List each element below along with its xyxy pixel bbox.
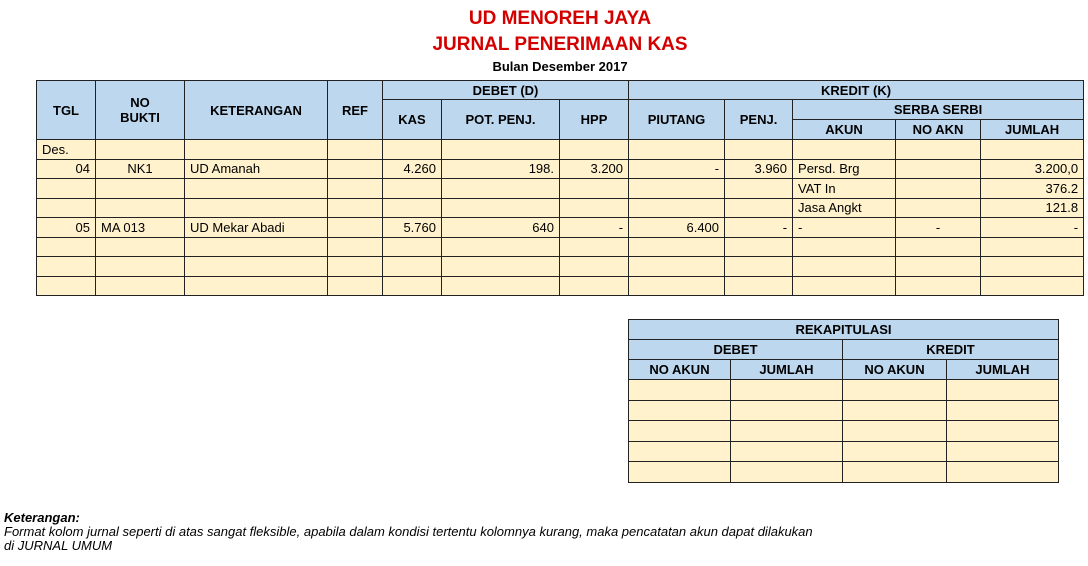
cell-tgl: 04 [37, 159, 96, 179]
col-tgl: TGL [37, 81, 96, 140]
cell-penj: - [725, 218, 793, 238]
cell-piutang: - [629, 159, 725, 179]
cell-penj [725, 198, 793, 218]
col-no-bukti: NO BUKTI [96, 81, 185, 140]
table-row [37, 179, 1084, 199]
table-row [37, 276, 1084, 296]
cell-keterangan [185, 276, 328, 296]
cell-no-akn [896, 198, 981, 218]
note-label: Keterangan: [4, 510, 80, 525]
cell-akun [793, 276, 896, 296]
rekap-kredit-no-akun: NO AKUN [843, 360, 947, 380]
cell-kas [383, 140, 442, 160]
cell-jumlah [981, 276, 1084, 296]
cell-ref [328, 179, 383, 199]
cell-no-bukti [96, 179, 185, 199]
cell-no-bukti [96, 237, 185, 257]
rekap-cell [947, 380, 1059, 401]
cell-jumlah: - [981, 218, 1084, 238]
rekap-cell [947, 421, 1059, 442]
cell-penj [725, 276, 793, 296]
group-serba-serbi: SERBA SERBI [793, 100, 1084, 120]
rekap-cell [843, 462, 947, 483]
cell-keterangan: UD Amanah [185, 159, 328, 179]
cell-no-bukti [96, 257, 185, 277]
cell-hpp: - [560, 218, 629, 238]
cell-pot-penj [442, 257, 560, 277]
cell-penj [725, 140, 793, 160]
cell-akun: VAT In [793, 179, 896, 199]
cell-hpp [560, 198, 629, 218]
rekap-cell [629, 421, 731, 442]
col-hpp: HPP [560, 100, 629, 140]
rekap-cell [629, 400, 731, 421]
rekap-row [629, 380, 1059, 401]
cell-pot-penj: 640 [442, 218, 560, 238]
rekap-cell [731, 400, 843, 421]
cell-tgl [37, 198, 96, 218]
cell-akun [793, 257, 896, 277]
col-akun: AKUN [793, 120, 896, 140]
cell-kas [383, 257, 442, 277]
cell-kas: 5.760 [383, 218, 442, 238]
rekap-cell [843, 380, 947, 401]
cell-akun: - [793, 218, 896, 238]
cell-pot-penj: 198. [442, 159, 560, 179]
rekap-kredit-jumlah: JUMLAH [947, 360, 1059, 380]
cell-piutang [629, 140, 725, 160]
cell-no-akn [896, 237, 981, 257]
note-line-1: Format kolom jurnal seperti di atas sangat fleksible, apabila dalam kondisi tertentu kolomnya kurang, maka pencatatan akun dapat dilakukan [4, 524, 813, 539]
cell-keterangan [185, 257, 328, 277]
cell-ref [328, 140, 383, 160]
cell-tgl [37, 276, 96, 296]
cell-piutang [629, 276, 725, 296]
rekap-row [629, 421, 1059, 442]
cell-ref [328, 276, 383, 296]
cell-jumlah: 376.2 [981, 179, 1084, 199]
cell-no-bukti: MA 013 [96, 218, 185, 238]
cell-no-bukti [96, 276, 185, 296]
cell-no-akn [896, 159, 981, 179]
cell-jumlah [981, 237, 1084, 257]
rekap-kredit: KREDIT [843, 340, 1059, 360]
group-debet: DEBET (D) [383, 81, 629, 100]
rekap-cell [731, 462, 843, 483]
rekap-cell [843, 421, 947, 442]
cell-no-akn: - [896, 218, 981, 238]
cell-ref [328, 198, 383, 218]
cell-akun: Jasa Angkt [793, 198, 896, 218]
cell-kas: 4.260 [383, 159, 442, 179]
cell-kas [383, 276, 442, 296]
cell-ref [328, 218, 383, 238]
cell-keterangan [185, 179, 328, 199]
cell-hpp [560, 237, 629, 257]
cell-pot-penj [442, 276, 560, 296]
rekap-row [629, 462, 1059, 483]
cell-piutang [629, 198, 725, 218]
journal-table [36, 80, 1084, 296]
col-kas: KAS [383, 100, 442, 140]
group-kredit: KREDIT (K) [629, 81, 1084, 100]
col-keterangan: KETERANGAN [185, 81, 328, 140]
table-row [37, 218, 1084, 238]
rekap-cell [731, 421, 843, 442]
rekap-cell [947, 400, 1059, 421]
cell-kas [383, 198, 442, 218]
cell-ref [328, 237, 383, 257]
cell-tgl: 05 [37, 218, 96, 238]
cell-penj [725, 257, 793, 277]
rekap-cell [843, 441, 947, 462]
cell-hpp [560, 257, 629, 277]
cell-no-bukti: NK1 [96, 159, 185, 179]
table-row [37, 159, 1084, 179]
cell-no-akn [896, 140, 981, 160]
rekap-debet: DEBET [629, 340, 843, 360]
rekap-cell [947, 462, 1059, 483]
rekap-row [629, 441, 1059, 462]
table-row [37, 237, 1084, 257]
cell-penj [725, 179, 793, 199]
note [4, 511, 813, 553]
cell-pot-penj [442, 237, 560, 257]
cell-no-akn [896, 276, 981, 296]
rekap-cell [629, 441, 731, 462]
journal-title: JURNAL PENERIMAAN KAS [432, 34, 688, 55]
cell-piutang [629, 257, 725, 277]
cell-penj: 3.960 [725, 159, 793, 179]
rekap-debet-jumlah: JUMLAH [731, 360, 843, 380]
col-penj: PENJ. [725, 100, 793, 140]
cell-keterangan: UD Mekar Abadi [185, 218, 328, 238]
cell-no-bukti [96, 198, 185, 218]
rekap-title: REKAPITULASI [629, 320, 1059, 340]
cell-akun: Persd. Brg [793, 159, 896, 179]
table-row [37, 140, 1084, 160]
table-row [37, 257, 1084, 277]
company-name: UD MENOREH JAYA [468, 8, 652, 29]
rekap-cell [947, 441, 1059, 462]
cell-kas [383, 237, 442, 257]
cell-no-akn [896, 179, 981, 199]
rekap-cell [629, 462, 731, 483]
cell-piutang [629, 237, 725, 257]
cell-jumlah: 121.8 [981, 198, 1084, 218]
col-ref: REF [328, 81, 383, 140]
col-pot-penj: POT. PENJ. [442, 100, 560, 140]
cell-no-bukti [96, 140, 185, 160]
cell-kas [383, 179, 442, 199]
cell-ref [328, 159, 383, 179]
rekapitulasi-table [628, 319, 1059, 483]
rekap-cell [629, 380, 731, 401]
cell-pot-penj [442, 140, 560, 160]
cell-keterangan [185, 198, 328, 218]
cell-piutang [629, 179, 725, 199]
cell-ref [328, 257, 383, 277]
cell-hpp [560, 179, 629, 199]
rekap-debet-no-akun: NO AKUN [629, 360, 731, 380]
cell-hpp [560, 140, 629, 160]
note-line-2: di JURNAL UMUM [4, 538, 113, 553]
rekap-cell [731, 441, 843, 462]
cell-penj [725, 237, 793, 257]
col-no-akn: NO AKN [896, 120, 981, 140]
cell-keterangan [185, 140, 328, 160]
cell-tgl [37, 237, 96, 257]
period-label: Bulan Desember 2017 [492, 59, 628, 74]
cell-akun [793, 140, 896, 160]
cell-jumlah [981, 257, 1084, 277]
table-row [37, 198, 1084, 218]
cell-tgl: Des. [37, 140, 96, 160]
cell-keterangan [185, 237, 328, 257]
col-jumlah: JUMLAH [981, 120, 1084, 140]
cell-hpp [560, 276, 629, 296]
cell-tgl [37, 179, 96, 199]
cell-jumlah [981, 140, 1084, 160]
cell-tgl [37, 257, 96, 277]
rekap-row [629, 400, 1059, 421]
cell-jumlah: 3.200,0 [981, 159, 1084, 179]
cell-akun [793, 237, 896, 257]
cell-pot-penj [442, 179, 560, 199]
col-piutang: PIUTANG [629, 100, 725, 140]
rekap-cell [843, 400, 947, 421]
cell-hpp: 3.200 [560, 159, 629, 179]
cell-piutang: 6.400 [629, 218, 725, 238]
rekap-cell [731, 380, 843, 401]
cell-no-akn [896, 257, 981, 277]
cell-pot-penj [442, 198, 560, 218]
